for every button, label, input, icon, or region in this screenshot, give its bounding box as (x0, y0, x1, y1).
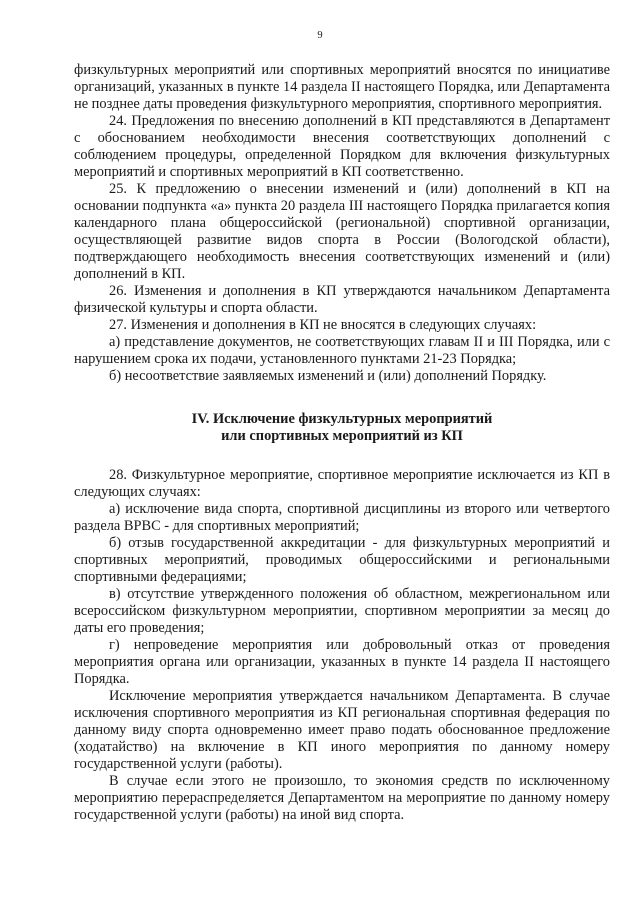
paragraph-28-d: г) непроведение мероприятия или добровольный отказ от проведения мероприятия органа или организации, указанных в пункте 14 раздела II настоящего Порядка. (74, 637, 610, 687)
section-heading-line-2: или спортивных мероприятий из КП (221, 428, 463, 444)
paragraph-exclusion: Исключение мероприятия утверждается начальником Департамента. В случае исключения спортивного мероприятия из КП региональная спортивная федерация по данному виду спорта одновременно имеет право подать обоснованное предложение (ходатайство) на включение в КП иного мероприятия по данному номеру государственной услуги (работы). (74, 688, 610, 772)
paragraph-27-a: а) представление документов, не соответствующих главам II и III Порядка, или с нарушением срока их подачи, установленного пунктами 21-23 Порядка; (74, 334, 610, 367)
paragraph-27: 27. Изменения и дополнения в КП не вносятся в следующих случаях: (109, 317, 537, 333)
paragraph-final: В случае если этого не произошло, то экономия средств по исключенному мероприятию перераспределяется Департаментом на мероприятие по данному номеру государственной услуги (работы) на иной вид спорта. (74, 773, 610, 823)
page-number: 9 (317, 30, 323, 41)
paragraph-24: 24. Предложения по внесению дополнений в КП представляются в Департамент с обоснованием необходимости внесения соответствующих дополнений с соблюдением процедуры, определенной Порядком для включения физкультурных мероприятий и спортивных мероприятий в КП соответственно. (74, 113, 610, 180)
document-body (74, 62, 610, 824)
paragraph-continuation: физкультурных мероприятий или спортивных мероприятий вносятся по инициативе организаций, указанных в пункте 14 раздела II настоящего Порядка, или Департамента не позднее даты проведения физкультурного мероприятия, спортивного мероприятия. (74, 62, 610, 112)
paragraph-28: 28. Физкультурное мероприятие, спортивное мероприятие исключается из КП в следующих случаях: (74, 467, 610, 500)
paragraph-26: 26. Изменения и дополнения в КП утверждаются начальником Департамента физической культуры и спорта области. (74, 283, 610, 316)
paragraph-28-b: б) отзыв государственной аккредитации - для физкультурных мероприятий и спортивных мероприятий, проводимых общероссийскими и региональными спортивными федерациями; (74, 535, 610, 585)
paragraph-28-a: а) исключение вида спорта, спортивной дисциплины из второго или четвертого раздела ВРВС - для спортивных мероприятий; (74, 501, 610, 534)
paragraph-25: 25. К предложению о внесении изменений и (или) дополнений в КП на основании подпункта «а» пункта 20 раздела III настоящего Порядка прилагается копия календарного плана общероссийской (региональной) спортивной организации, осуществляющей развитие видов спорта в России (Вологодской области), подтверждающего необходимость внесения соответствующих изменений и (или) дополнений в КП. (74, 181, 610, 282)
paragraph-27-b: б) несоответствие заявляемых изменений и (или) дополнений Порядку. (109, 368, 547, 384)
section-heading-line-1: IV. Исключение физкультурных мероприятий (191, 411, 493, 427)
spacer (74, 445, 610, 467)
spacer (74, 385, 610, 411)
paragraph-28-c: в) отсутствие утвержденного положения об областном, межрегиональном или всероссийском физкультурном мероприятии, спортивном мероприятии за месяц до даты его проведения; (74, 586, 610, 636)
